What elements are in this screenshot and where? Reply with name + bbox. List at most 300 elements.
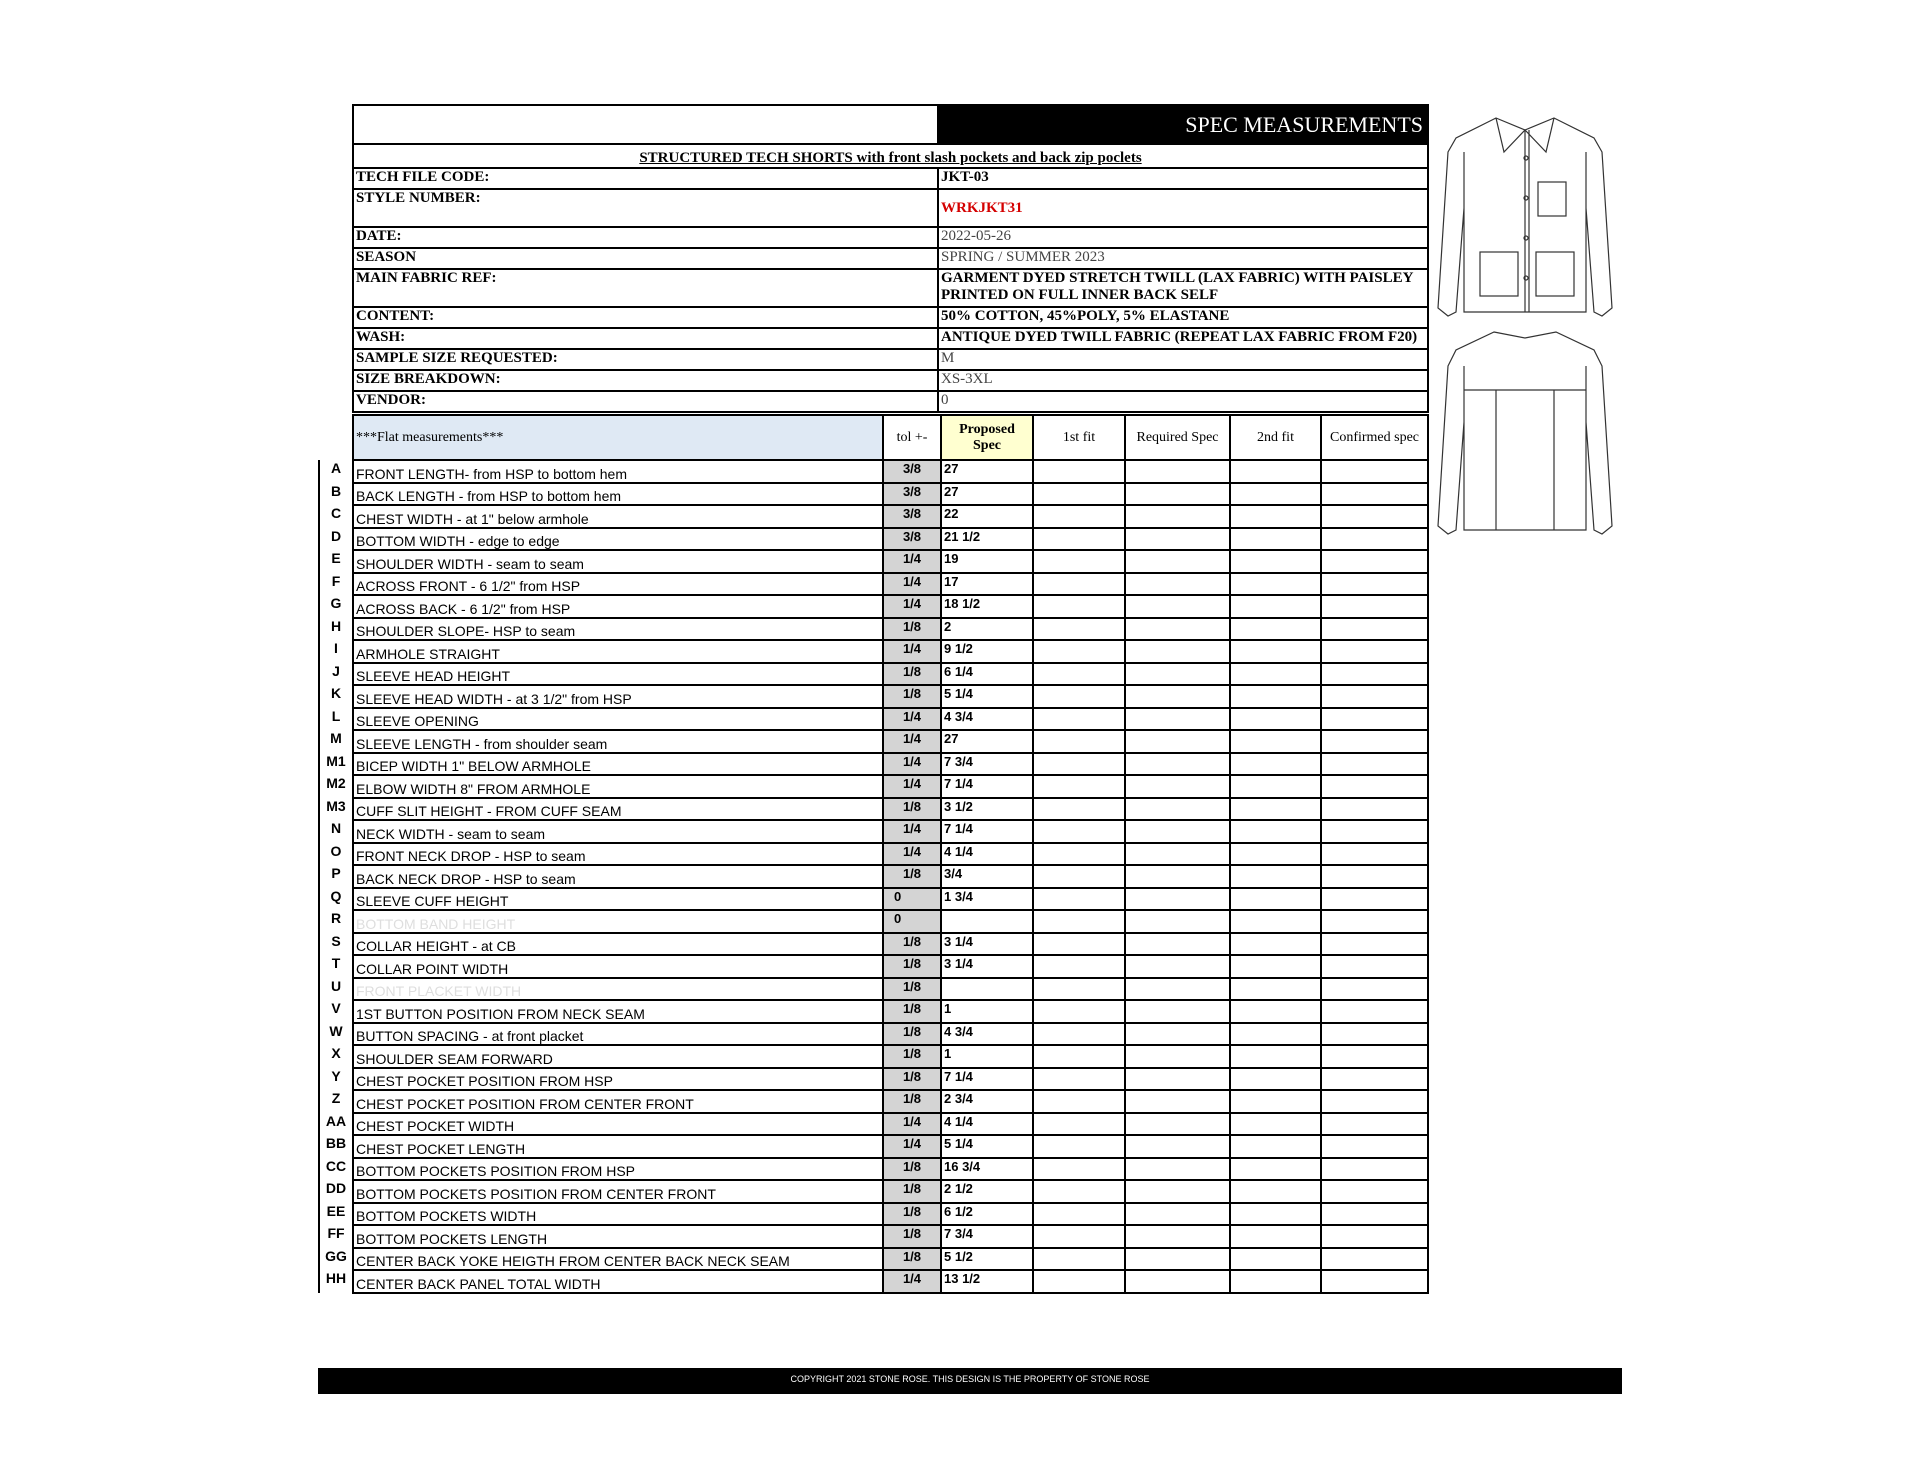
confirmed-spec-cell: [1321, 573, 1428, 596]
required-spec-cell: [1125, 843, 1230, 866]
second-fit-cell: [1230, 798, 1321, 821]
point-letter: BB: [319, 1135, 353, 1158]
required-spec-cell: [1125, 1225, 1230, 1248]
measurement-description: FRONT PLACKET WIDTH: [353, 978, 883, 1001]
measurement-description: CENTER BACK PANEL TOTAL WIDTH: [353, 1270, 883, 1293]
second-fit-cell: [1230, 685, 1321, 708]
first-fit-cell: [1033, 798, 1125, 821]
tolerance-value: 1/8: [883, 1090, 941, 1113]
confirmed-spec-cell: [1321, 730, 1428, 753]
required-spec-cell: [1125, 595, 1230, 618]
measurement-row: [319, 1113, 1428, 1136]
confirmed-spec-cell: [1321, 955, 1428, 978]
proposed-spec-value: 1: [941, 1045, 1033, 1068]
proposed-spec-value: [941, 910, 1033, 933]
measurement-description: 1ST BUTTON POSITION FROM NECK SEAM: [353, 1000, 883, 1023]
tolerance-value: 1/8: [883, 1068, 941, 1091]
proposed-spec-value: 5 1/2: [941, 1248, 1033, 1271]
measurement-row: [319, 820, 1428, 843]
second-fit-cell: [1230, 708, 1321, 731]
tolerance-value: 1/4: [883, 730, 941, 753]
required-spec-cell: [1125, 798, 1230, 821]
point-letter: X: [319, 1045, 353, 1068]
required-spec-cell: [1125, 1000, 1230, 1023]
required-spec-cell: [1125, 933, 1230, 956]
confirmed-spec-cell: [1321, 640, 1428, 663]
proposed-spec-value: 5 1/4: [941, 685, 1033, 708]
measurement-description: SLEEVE OPENING: [353, 708, 883, 731]
tolerance-value: 1/4: [883, 820, 941, 843]
measurement-row: [319, 1000, 1428, 1023]
measurement-row: [319, 978, 1428, 1001]
measurement-description: ACROSS BACK - 6 1/2" from HSP: [353, 595, 883, 618]
measurement-row: [319, 775, 1428, 798]
size-breakdown-value: XS-3XL: [938, 370, 1428, 391]
jacket-back-sketch-icon: [1434, 326, 1616, 540]
content-value: 50% COTTON, 45%POLY, 5% ELASTANE: [938, 307, 1428, 328]
tolerance-value: 1/4: [883, 753, 941, 776]
first-fit-cell: [1033, 595, 1125, 618]
point-letter: CC: [319, 1158, 353, 1181]
point-letter: F: [319, 573, 353, 596]
measurement-description: FRONT NECK DROP - HSP to seam: [353, 843, 883, 866]
confirmed-spec-cell: [1321, 820, 1428, 843]
measurement-description: COLLAR POINT WIDTH: [353, 955, 883, 978]
measurement-row: [319, 753, 1428, 776]
confirmed-spec-cell: [1321, 843, 1428, 866]
measurement-description: BACK NECK DROP - HSP to seam: [353, 865, 883, 888]
tolerance-value: 1/8: [883, 1180, 941, 1203]
measurement-description: ACROSS FRONT - 6 1/2" from HSP: [353, 573, 883, 596]
point-letter: M3: [319, 798, 353, 821]
measurement-row: [319, 933, 1428, 956]
measurement-description: SLEEVE HEAD WIDTH - at 3 1/2" from HSP: [353, 685, 883, 708]
first-fit-cell: [1033, 483, 1125, 506]
measurement-row: [319, 1135, 1428, 1158]
proposed-spec-value: 27: [941, 460, 1033, 483]
second-fit-cell: [1230, 978, 1321, 1001]
copyright-footer: COPYRIGHT 2021 STONE ROSE. THIS DESIGN IS THE PROPERTY OF STONE ROSE: [318, 1368, 1622, 1394]
first-fit-cell: [1033, 460, 1125, 483]
measurement-description: BACK LENGTH - from HSP to bottom hem: [353, 483, 883, 506]
first-fit-cell: [1033, 820, 1125, 843]
field-label: SAMPLE SIZE REQUESTED:: [353, 349, 938, 370]
required-spec-cell: [1125, 1090, 1230, 1113]
confirmed-spec-cell: [1321, 1248, 1428, 1271]
measurement-row: [319, 708, 1428, 731]
point-letter: Y: [319, 1068, 353, 1091]
proposed-spec-value: 7 3/4: [941, 1225, 1033, 1248]
second-fit-cell: [1230, 640, 1321, 663]
required-spec-cell: [1125, 528, 1230, 551]
required-spec-cell: [1125, 1248, 1230, 1271]
second-fit-header: 2nd fit: [1230, 415, 1321, 460]
confirmed-spec-cell: [1321, 460, 1428, 483]
proposed-spec-value: 9 1/2: [941, 640, 1033, 663]
proposed-spec-value: 6 1/4: [941, 663, 1033, 686]
tolerance-value: 1/8: [883, 1023, 941, 1046]
second-fit-cell: [1230, 1023, 1321, 1046]
proposed-spec-value: 7 1/4: [941, 820, 1033, 843]
required-spec-cell: [1125, 708, 1230, 731]
measurement-row: [319, 1068, 1428, 1091]
field-label: STYLE NUMBER:: [353, 189, 938, 227]
confirmed-spec-cell: [1321, 1113, 1428, 1136]
measurement-row: [319, 1203, 1428, 1226]
required-spec-cell: [1125, 1045, 1230, 1068]
measurement-description: SHOULDER WIDTH - seam to seam: [353, 550, 883, 573]
second-fit-cell: [1230, 933, 1321, 956]
first-fit-cell: [1033, 865, 1125, 888]
point-letter: R: [319, 910, 353, 933]
second-fit-cell: [1230, 730, 1321, 753]
first-fit-cell: [1033, 550, 1125, 573]
confirmed-spec-cell: [1321, 1203, 1428, 1226]
tolerance-value: 1/8: [883, 1248, 941, 1271]
confirmed-spec-cell: [1321, 798, 1428, 821]
measurement-description: ARMHOLE STRAIGHT: [353, 640, 883, 663]
confirmed-spec-cell: [1321, 483, 1428, 506]
main-fabric-value: GARMENT DYED STRETCH TWILL (LAX FABRIC) WITH PAISLEY PRINTED ON FULL INNER BACK SELF: [938, 269, 1428, 307]
first-fit-cell: [1033, 640, 1125, 663]
second-fit-cell: [1230, 753, 1321, 776]
measurement-row: [319, 505, 1428, 528]
first-fit-cell: [1033, 1270, 1125, 1293]
measurement-row: [319, 1090, 1428, 1113]
measurement-row: [319, 1180, 1428, 1203]
point-letter: U: [319, 978, 353, 1001]
first-fit-cell: [1033, 1068, 1125, 1091]
measurement-description: CUFF SLIT HEIGHT - FROM CUFF SEAM: [353, 798, 883, 821]
point-letter: T: [319, 955, 353, 978]
measurement-row: [319, 595, 1428, 618]
proposed-spec-value: 13 1/2: [941, 1270, 1033, 1293]
proposed-spec-value: 2 1/2: [941, 1180, 1033, 1203]
confirmed-spec-cell: [1321, 888, 1428, 911]
required-spec-cell: [1125, 1023, 1230, 1046]
field-label: WASH:: [353, 328, 938, 349]
second-fit-cell: [1230, 505, 1321, 528]
spec-header: [352, 104, 1427, 413]
required-spec-cell: [1125, 775, 1230, 798]
second-fit-cell: [1230, 888, 1321, 911]
second-fit-cell: [1230, 1068, 1321, 1091]
required-spec-cell: [1125, 663, 1230, 686]
confirmed-spec-cell: [1321, 910, 1428, 933]
required-spec-cell: [1125, 888, 1230, 911]
required-spec-cell: [1125, 1203, 1230, 1226]
measurement-description: FRONT LENGTH- from HSP to bottom hem: [353, 460, 883, 483]
proposed-spec-value: 22: [941, 505, 1033, 528]
field-label: SEASON: [353, 248, 938, 269]
second-fit-cell: [1230, 618, 1321, 641]
first-fit-cell: [1033, 1225, 1125, 1248]
tolerance-value: 1/4: [883, 843, 941, 866]
proposed-spec-value: 6 1/2: [941, 1203, 1033, 1226]
required-spec-cell: [1125, 1270, 1230, 1293]
point-letter: V: [319, 1000, 353, 1023]
proposed-spec-value: 1: [941, 1000, 1033, 1023]
header-blank-cell: [353, 105, 938, 144]
proposed-spec-value: 7 1/4: [941, 775, 1033, 798]
required-spec-cell: [1125, 978, 1230, 1001]
second-fit-cell: [1230, 1158, 1321, 1181]
second-fit-cell: [1230, 663, 1321, 686]
second-fit-cell: [1230, 1135, 1321, 1158]
confirmed-spec-cell: [1321, 1270, 1428, 1293]
field-label: MAIN FABRIC REF:: [353, 269, 938, 307]
second-fit-cell: [1230, 550, 1321, 573]
first-fit-cell: [1033, 910, 1125, 933]
proposed-spec-value: 16 3/4: [941, 1158, 1033, 1181]
first-fit-cell: [1033, 888, 1125, 911]
first-fit-cell: [1033, 730, 1125, 753]
second-fit-cell: [1230, 1270, 1321, 1293]
tolerance-value: 1/4: [883, 775, 941, 798]
measurement-description: BOTTOM WIDTH - edge to edge: [353, 528, 883, 551]
confirmed-spec-cell: [1321, 708, 1428, 731]
measurement-row: [319, 528, 1428, 551]
second-fit-cell: [1230, 843, 1321, 866]
tolerance-value: 0: [883, 910, 941, 933]
proposed-spec-header: Proposed Spec: [941, 415, 1033, 460]
proposed-spec-value: 19: [941, 550, 1033, 573]
first-fit-cell: [1033, 843, 1125, 866]
point-letter: M1: [319, 753, 353, 776]
first-fit-cell: [1033, 573, 1125, 596]
point-letter: D: [319, 528, 353, 551]
first-fit-cell: [1033, 1113, 1125, 1136]
second-fit-cell: [1230, 1248, 1321, 1271]
required-spec-cell: [1125, 1113, 1230, 1136]
second-fit-cell: [1230, 595, 1321, 618]
jacket-front-sketch-icon: [1434, 112, 1616, 322]
second-fit-cell: [1230, 865, 1321, 888]
required-spec-cell: [1125, 573, 1230, 596]
field-label: CONTENT:: [353, 307, 938, 328]
proposed-spec-value: 4 3/4: [941, 708, 1033, 731]
tol-header: tol +-: [883, 415, 941, 460]
first-fit-cell: [1033, 1000, 1125, 1023]
tolerance-value: 1/8: [883, 865, 941, 888]
first-fit-cell: [1033, 1248, 1125, 1271]
confirmed-spec-cell: [1321, 1135, 1428, 1158]
tolerance-value: 1/4: [883, 1113, 941, 1136]
point-letter: C: [319, 505, 353, 528]
style-description: STRUCTURED TECH SHORTS with front slash pockets and back zip poclets: [353, 144, 1428, 168]
point-letter: G: [319, 595, 353, 618]
proposed-spec-value: 1 3/4: [941, 888, 1033, 911]
second-fit-cell: [1230, 910, 1321, 933]
proposed-spec-value: 7 1/4: [941, 1068, 1033, 1091]
proposed-spec-value: 17: [941, 573, 1033, 596]
measurement-row: [319, 640, 1428, 663]
tolerance-value: 1/8: [883, 1158, 941, 1181]
measurement-description: COLLAR HEIGHT - at CB: [353, 933, 883, 956]
flat-measurements-header: ***Flat measurements***: [353, 415, 883, 460]
point-letter: J: [319, 663, 353, 686]
required-spec-cell: [1125, 1158, 1230, 1181]
measurement-row: [319, 910, 1428, 933]
measurement-description: CHEST WIDTH - at 1" below armhole: [353, 505, 883, 528]
required-spec-cell: [1125, 483, 1230, 506]
tolerance-value: 1/8: [883, 1225, 941, 1248]
required-spec-cell: [1125, 1068, 1230, 1091]
tolerance-value: 1/8: [883, 663, 941, 686]
measurement-row: [319, 1270, 1428, 1293]
measurement-description: BUTTON SPACING - at front placket: [353, 1023, 883, 1046]
required-spec-header: Required Spec: [1125, 415, 1230, 460]
season-value: SPRING / SUMMER 2023: [938, 248, 1428, 269]
point-letter: P: [319, 865, 353, 888]
required-spec-cell: [1125, 730, 1230, 753]
required-spec-cell: [1125, 865, 1230, 888]
second-fit-cell: [1230, 820, 1321, 843]
tolerance-value: 1/8: [883, 798, 941, 821]
proposed-spec-value: 27: [941, 730, 1033, 753]
proposed-spec-value: 7 3/4: [941, 753, 1033, 776]
tech-file-code: JKT-03: [938, 168, 1428, 189]
confirmed-spec-cell: [1321, 775, 1428, 798]
measurement-row: [319, 550, 1428, 573]
measurement-row: [319, 460, 1428, 483]
measurement-description: SLEEVE LENGTH - from shoulder seam: [353, 730, 883, 753]
first-fit-cell: [1033, 775, 1125, 798]
field-label: VENDOR:: [353, 391, 938, 412]
measurement-description: BOTTOM POCKETS LENGTH: [353, 1225, 883, 1248]
measurement-description: CHEST POCKET POSITION FROM HSP: [353, 1068, 883, 1091]
point-letter: M2: [319, 775, 353, 798]
measurement-row: [319, 730, 1428, 753]
point-letter: E: [319, 550, 353, 573]
date-value: 2022-05-26: [938, 227, 1428, 248]
proposed-spec-value: 27: [941, 483, 1033, 506]
confirmed-spec-cell: [1321, 1045, 1428, 1068]
proposed-spec-value: 2: [941, 618, 1033, 641]
first-fit-cell: [1033, 528, 1125, 551]
measurement-row: [319, 1023, 1428, 1046]
confirmed-spec-cell: [1321, 618, 1428, 641]
second-fit-cell: [1230, 1000, 1321, 1023]
first-fit-cell: [1033, 618, 1125, 641]
proposed-spec-value: 21 1/2: [941, 528, 1033, 551]
required-spec-cell: [1125, 640, 1230, 663]
measurement-row: [319, 798, 1428, 821]
first-fit-cell: [1033, 685, 1125, 708]
proposed-spec-value: 4 1/4: [941, 843, 1033, 866]
proposed-spec-value: 4 1/4: [941, 1113, 1033, 1136]
tolerance-value: 3/8: [883, 483, 941, 506]
first-fit-cell: [1033, 663, 1125, 686]
second-fit-cell: [1230, 573, 1321, 596]
proposed-spec-value: [941, 978, 1033, 1001]
vendor-value: 0: [938, 391, 1428, 412]
confirmed-spec-cell: [1321, 595, 1428, 618]
proposed-spec-value: 3 1/2: [941, 798, 1033, 821]
sample-size-value: M: [938, 349, 1428, 370]
tolerance-value: 1/4: [883, 1135, 941, 1158]
style-number: WRKJKT31: [938, 189, 1428, 227]
tolerance-value: 3/8: [883, 528, 941, 551]
first-fit-cell: [1033, 1203, 1125, 1226]
point-letter: B: [319, 483, 353, 506]
banner-title: SPEC MEASUREMENTS: [938, 105, 1428, 144]
point-letter: Z: [319, 1090, 353, 1113]
measurement-description: ELBOW WIDTH 8" FROM ARMHOLE: [353, 775, 883, 798]
required-spec-cell: [1125, 753, 1230, 776]
point-letter: W: [319, 1023, 353, 1046]
field-label: TECH FILE CODE:: [353, 168, 938, 189]
confirmed-spec-cell: [1321, 685, 1428, 708]
measurement-description: SHOULDER SEAM FORWARD: [353, 1045, 883, 1068]
tolerance-value: 1/8: [883, 978, 941, 1001]
measurement-row: [319, 1248, 1428, 1271]
measurement-description: BICEP WIDTH 1" BELOW ARMHOLE: [353, 753, 883, 776]
measurement-description: CENTER BACK YOKE HEIGTH FROM CENTER BACK NECK SEAM: [353, 1248, 883, 1271]
second-fit-cell: [1230, 1203, 1321, 1226]
point-letter: HH: [319, 1270, 353, 1293]
second-fit-cell: [1230, 483, 1321, 506]
measurement-description: CHEST POCKET WIDTH: [353, 1113, 883, 1136]
point-letter: N: [319, 820, 353, 843]
second-fit-cell: [1230, 460, 1321, 483]
tolerance-value: 1/4: [883, 550, 941, 573]
tolerance-value: 1/8: [883, 955, 941, 978]
confirmed-spec-cell: [1321, 933, 1428, 956]
tolerance-value: 1/4: [883, 640, 941, 663]
tolerance-value: 1/8: [883, 933, 941, 956]
measurement-description: SLEEVE CUFF HEIGHT: [353, 888, 883, 911]
tolerance-value: 3/8: [883, 460, 941, 483]
measurement-row: [319, 865, 1428, 888]
tolerance-value: 1/4: [883, 708, 941, 731]
confirmed-spec-cell: [1321, 865, 1428, 888]
confirmed-spec-cell: [1321, 550, 1428, 573]
point-letter: DD: [319, 1180, 353, 1203]
measurement-description: CHEST POCKET POSITION FROM CENTER FRONT: [353, 1090, 883, 1113]
confirmed-spec-cell: [1321, 663, 1428, 686]
tolerance-value: 1/8: [883, 1045, 941, 1068]
confirmed-spec-cell: [1321, 753, 1428, 776]
second-fit-cell: [1230, 775, 1321, 798]
confirmed-spec-cell: [1321, 1068, 1428, 1091]
required-spec-cell: [1125, 685, 1230, 708]
confirmed-spec-header: Confirmed spec: [1321, 415, 1428, 460]
proposed-spec-value: 3 1/4: [941, 933, 1033, 956]
required-spec-cell: [1125, 505, 1230, 528]
measurement-description: BOTTOM POCKETS POSITION FROM CENTER FRONT: [353, 1180, 883, 1203]
second-fit-cell: [1230, 1090, 1321, 1113]
confirmed-spec-cell: [1321, 505, 1428, 528]
required-spec-cell: [1125, 910, 1230, 933]
point-letter: AA: [319, 1113, 353, 1136]
confirmed-spec-cell: [1321, 1158, 1428, 1181]
measurement-description: SLEEVE HEAD HEIGHT: [353, 663, 883, 686]
measurement-row: [319, 573, 1428, 596]
tolerance-value: 1/4: [883, 573, 941, 596]
tolerance-value: 1/8: [883, 1000, 941, 1023]
required-spec-cell: [1125, 618, 1230, 641]
first-fit-cell: [1033, 978, 1125, 1001]
proposed-spec-value: 18 1/2: [941, 595, 1033, 618]
proposed-spec-value: 5 1/4: [941, 1135, 1033, 1158]
proposed-spec-value: 2 3/4: [941, 1090, 1033, 1113]
first-fit-cell: [1033, 1045, 1125, 1068]
first-fit-cell: [1033, 753, 1125, 776]
proposed-spec-value: 3 1/4: [941, 955, 1033, 978]
measurement-description: BOTTOM POCKETS POSITION FROM HSP: [353, 1158, 883, 1181]
first-fit-cell: [1033, 505, 1125, 528]
